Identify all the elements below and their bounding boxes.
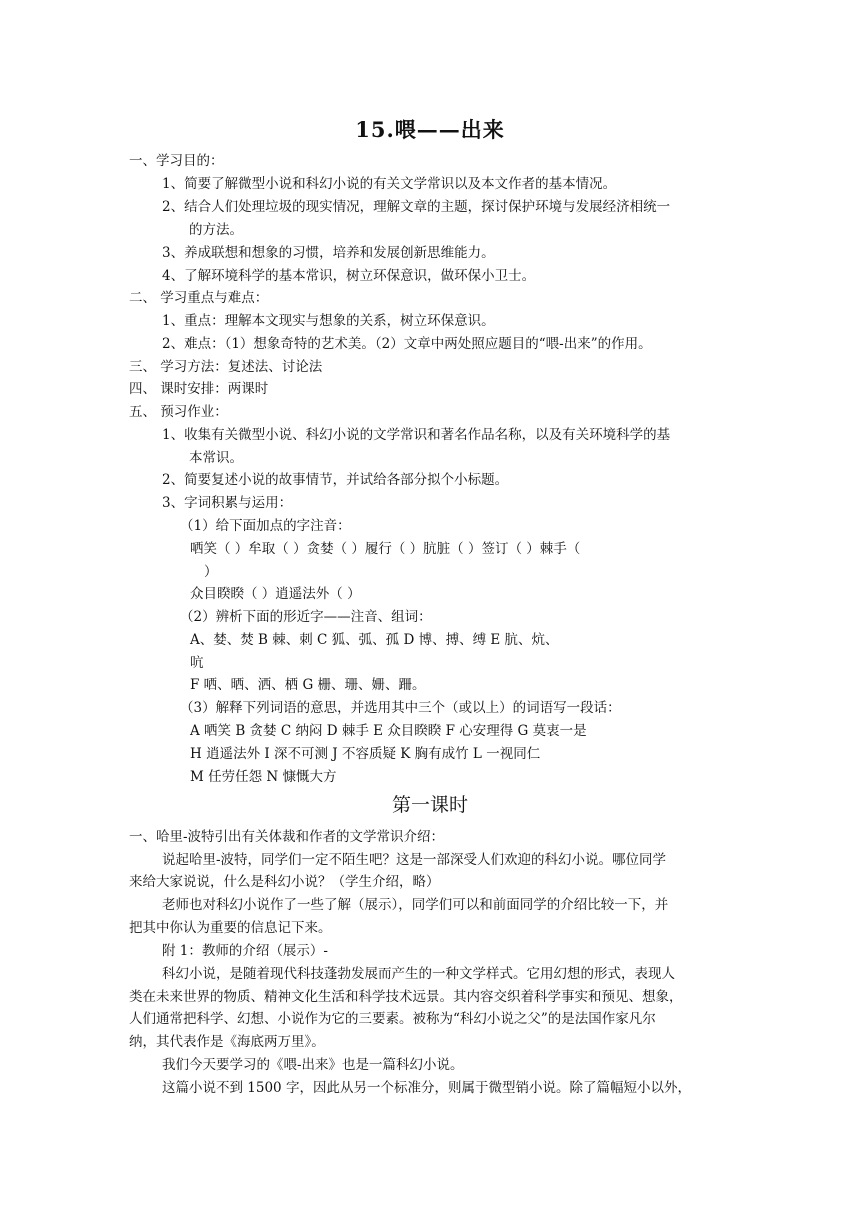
paragraph-line: 来给大家说说，什么是科幻小说？（学生介绍，略） <box>129 874 440 890</box>
objective-item-3: 3、养成联想和想象的习惯，培养和发展创新思维能力。 <box>162 245 495 261</box>
paragraph-line: 说起哈里-波特，同学们一定不陌生吧？这是一部深受人们欢迎的科幻小说。哪位同学 <box>162 852 667 868</box>
exercise-3-heading: （3）解释下列词语的意思，并选用其中三个（或以上）的词语写一段话： <box>180 700 621 716</box>
exercise-1-line-1: 哂笑（ ）牟取（ ）贪婪（ ）履行（ ）肮脏（ ）签订（ ）棘手（ <box>190 541 581 557</box>
objective-item-2-cont: 的方法。 <box>189 222 243 238</box>
exercise-1-heading: （1）给下面加点的字注音： <box>180 518 351 534</box>
exercise-2-heading: （2）辨析下面的形近字——注音、组词： <box>180 609 432 625</box>
paragraph-line: 我们今天要学习的《喂-出来》也是一篇科幻小说。 <box>162 1057 464 1073</box>
homework-item-1: 1、收集有关微型小说、科幻小说的文学常识和著名作品名称，以及有关环境科学的基 <box>162 427 671 443</box>
exercise-3-line-1: A 哂笑 B 贪婪 C 纳闷 D 棘手 E 众目睽睽 F 心安理得 G 莫衷一是 <box>190 723 587 739</box>
paragraph-line: 类在未来世界的物质、精神文化生活和科学技术远景。其内容交织着科学事实和预见、想象， <box>129 989 683 1005</box>
section-heading-homework: 五、 预习作业： <box>129 404 228 420</box>
lesson-heading: 第一课时 <box>391 794 468 816</box>
section-heading-focus: 二、 学习重点与难点： <box>129 290 269 306</box>
paragraph-line: 人们通常把科学、幻想、小说作为它的三要素。被称为“科幻小说之父”的是法国作家凡尔 <box>129 1011 656 1027</box>
paragraph-line: 把其中你认为重要的信息记下来。 <box>129 920 332 936</box>
focus-item-2: 2、难点：（1）想象奇特的艺术美。（2）文章中两处照应题目的“喂-出来”的作用。 <box>162 336 652 352</box>
exercise-2-line-1: A、婪、焚 B 棘、刺 C 狐、弧、孤 D 博、搏、缚 E 肮、炕、 <box>190 632 559 648</box>
page-title: 15.喂——出来 <box>355 117 505 142</box>
section-heading-objectives: 一、学习目的： <box>129 153 224 169</box>
paragraph-line: 纳，其代表作是《海底两万里》。 <box>129 1034 325 1050</box>
paragraph-line: 科幻小说，是随着现代科技蓬勃发展而产生的一种文学样式。它用幻想的形式，表现人 <box>162 966 675 982</box>
objective-item-4: 4、了解环境科学的基本常识，树立环保意识，做环保小卫士。 <box>162 268 536 284</box>
objective-item-1: 1、简要了解微型小说和科幻小说的有关文学常识以及本文作者的基本情况。 <box>162 176 617 192</box>
homework-item-3: 3、字词积累与运用： <box>162 495 293 511</box>
section-heading-methods: 三、 学习方法：复述法、讨论法 <box>129 359 323 375</box>
exercise-1-line-2: 众目睽睽（ ）逍遥法外（ ） <box>190 586 361 602</box>
section-heading-schedule: 四、 课时安排：两课时 <box>129 381 269 397</box>
objective-item-2: 2、结合人们处理垃圾的现实情况，理解文章的主题，探讨保护环境与发展经济相统一 <box>162 199 671 215</box>
paragraph-line: 这篇小说不到 1500 字，因此从另一个标准分，则属于微型销小说。除了篇幅短小以外， <box>162 1080 691 1096</box>
paragraph-line: 老师也对科幻小说作了一些了解（展示），同学们可以和前面同学的介绍比较一下，并 <box>162 897 669 913</box>
appendix-heading: 附 1：教师的介绍（展示）- <box>162 943 328 959</box>
focus-item-1: 1、重点：理解本文现实与想象的关系，树立环保意识。 <box>162 313 495 329</box>
exercise-2-line-2: F 哂、晒、洒、栖 G 栅、珊、姗、跚。 <box>190 677 426 693</box>
exercise-3-line-2: H 逍遥法外 I 深不可测 J 不容质疑 K 胸有成竹 L 一视同仁 <box>190 746 541 762</box>
exercise-1-line-1-cont: ） <box>204 564 218 580</box>
lesson-section-heading: 一、哈里-波特引出有关体裁和作者的文学常识介绍： <box>129 829 445 845</box>
exercise-2-line-1-cont: 吭 <box>190 655 204 671</box>
homework-item-2: 2、简要复述小说的故事情节，并试给各部分拟个小标题。 <box>162 472 509 488</box>
homework-item-1-cont: 本常识。 <box>189 450 243 466</box>
exercise-3-line-3: M 任劳任怨 N 慷慨大方 <box>190 769 337 785</box>
